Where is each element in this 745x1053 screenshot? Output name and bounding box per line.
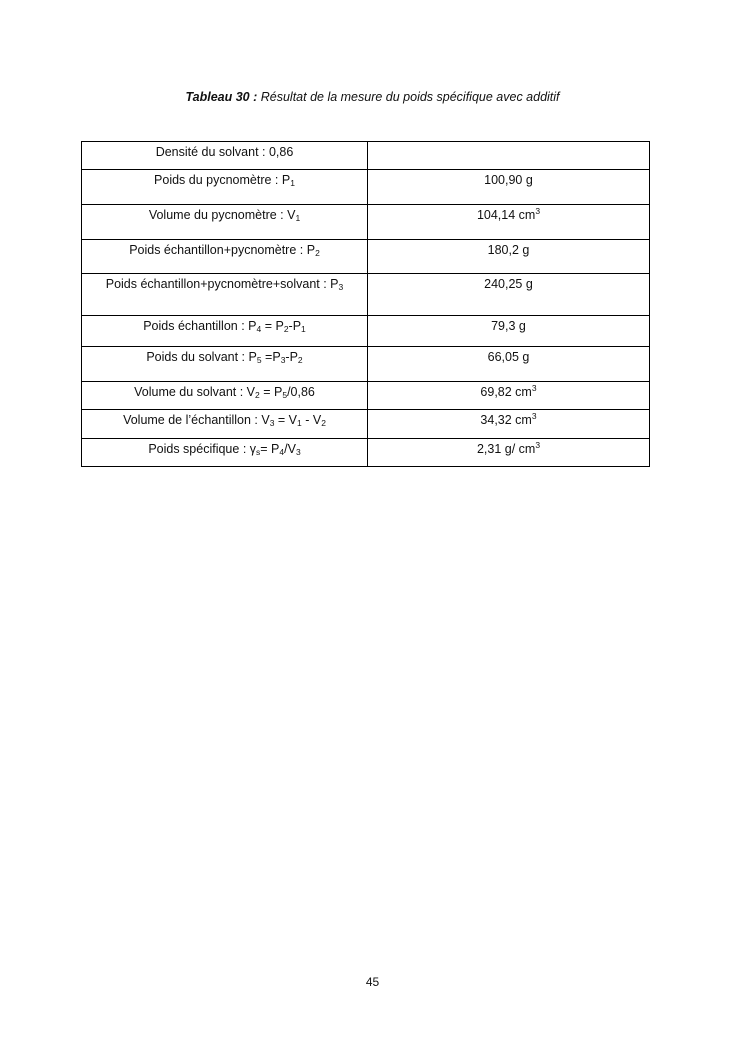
property-label-run: 2 bbox=[283, 324, 289, 334]
table-row bbox=[82, 170, 650, 205]
property-cell bbox=[82, 316, 368, 347]
property-label bbox=[156, 142, 294, 160]
property-label-run: 3 bbox=[338, 282, 344, 292]
property-label-run: s bbox=[256, 447, 261, 457]
table-row bbox=[82, 274, 650, 316]
property-cell bbox=[82, 274, 368, 316]
value-text bbox=[477, 205, 540, 223]
page-number: 45 bbox=[365, 975, 380, 989]
value-text-run: 69,82 cm bbox=[480, 385, 532, 399]
value-text bbox=[484, 274, 533, 292]
value-cell bbox=[368, 170, 650, 205]
table-row bbox=[82, 347, 650, 382]
table-row bbox=[82, 142, 650, 170]
value-text-run: 66,05 g bbox=[487, 350, 530, 364]
value-text bbox=[491, 316, 526, 334]
property-cell bbox=[82, 205, 368, 240]
property-label-run: 2 bbox=[255, 390, 260, 400]
table-body bbox=[82, 142, 650, 467]
caption-text: Résultat de la mesure du poids spécifique avec additif bbox=[257, 90, 560, 104]
property-label-run: - V bbox=[301, 413, 322, 427]
property-label-run: Poids spécifique : γ bbox=[148, 442, 257, 456]
property-cell bbox=[82, 439, 368, 467]
property-label bbox=[149, 205, 300, 223]
value-text-run: 3 bbox=[531, 411, 537, 421]
value-text-run: 34,32 cm bbox=[480, 413, 532, 427]
property-label-run: Poids échantillon+pycnomètre : P bbox=[129, 243, 316, 257]
property-label-run: 3 bbox=[280, 355, 286, 365]
caption-label: Tableau 30 : bbox=[185, 90, 258, 104]
table-row bbox=[82, 240, 650, 274]
value-cell bbox=[368, 347, 650, 382]
property-cell bbox=[82, 382, 368, 410]
value-text-run: 79,3 g bbox=[491, 319, 526, 333]
value-text bbox=[480, 410, 536, 428]
table-row bbox=[82, 410, 650, 439]
property-label-run: 4 bbox=[279, 447, 285, 457]
property-label bbox=[106, 274, 344, 292]
value-text bbox=[484, 170, 533, 188]
property-label-run: Poids échantillon : P bbox=[143, 319, 257, 333]
value-text-run: 3 bbox=[531, 383, 537, 393]
property-cell bbox=[82, 240, 368, 274]
value-text-run: 240,25 g bbox=[484, 277, 533, 291]
property-cell bbox=[82, 410, 368, 439]
property-label-run: Volume du solvant : V bbox=[134, 385, 256, 399]
property-cell bbox=[82, 170, 368, 205]
property-label-run: Poids échantillon+pycnomètre+solvant : P bbox=[105, 277, 339, 291]
property-label-run: = V bbox=[274, 413, 298, 427]
property-cell bbox=[82, 347, 368, 382]
value-text-run: 3 bbox=[535, 206, 541, 216]
property-label-run: -P bbox=[288, 319, 302, 333]
property-label-run: 5 bbox=[256, 355, 262, 365]
value-cell bbox=[368, 382, 650, 410]
property-label bbox=[154, 170, 295, 188]
value-text bbox=[477, 439, 540, 457]
property-label bbox=[123, 410, 326, 428]
table-row bbox=[82, 316, 650, 347]
value-text-run: 104,14 cm bbox=[476, 208, 536, 222]
property-label-run: 4 bbox=[256, 324, 262, 334]
property-label-run: 1 bbox=[297, 418, 302, 428]
specific-weight-table bbox=[81, 141, 650, 467]
property-label bbox=[146, 347, 302, 365]
table-row bbox=[82, 382, 650, 410]
property-label-run: 2 bbox=[297, 355, 303, 365]
property-label-run: 3 bbox=[295, 447, 301, 457]
property-label-run: /V bbox=[284, 442, 296, 456]
property-label-run: 2 bbox=[315, 248, 320, 258]
property-label-run: 3 bbox=[269, 418, 275, 428]
property-label-run: -P bbox=[285, 350, 298, 364]
value-cell bbox=[368, 274, 650, 316]
property-label-run: =P bbox=[261, 350, 281, 364]
value-text bbox=[488, 347, 530, 365]
property-label-run: = P bbox=[260, 442, 280, 456]
value-text bbox=[480, 382, 536, 400]
property-label-run: Poids du pycnomètre : P bbox=[154, 173, 291, 187]
value-text-run: 100,90 g bbox=[484, 173, 533, 187]
value-text-run: 2,31 g/ cm bbox=[476, 442, 536, 456]
property-label-run: 1 bbox=[301, 324, 306, 334]
value-cell bbox=[368, 316, 650, 347]
value-cell bbox=[368, 240, 650, 274]
property-label bbox=[143, 316, 306, 334]
value-cell bbox=[368, 439, 650, 467]
value-cell bbox=[368, 205, 650, 240]
property-label bbox=[134, 382, 315, 400]
property-label-run: /0,86 bbox=[287, 385, 315, 399]
value-cell bbox=[368, 142, 650, 170]
property-label-run: 2 bbox=[321, 418, 326, 428]
value-cell bbox=[368, 410, 650, 439]
property-label-run: Densité du solvant : 0,86 bbox=[155, 145, 294, 159]
table-caption bbox=[0, 90, 745, 104]
property-label-run: 5 bbox=[282, 390, 288, 400]
value-text-run: 3 bbox=[535, 440, 541, 450]
property-label-run: = P bbox=[261, 319, 284, 333]
table-row bbox=[82, 205, 650, 240]
property-label-run: Volume du pycnomètre : V bbox=[148, 208, 296, 222]
property-label bbox=[129, 240, 320, 258]
property-label-run: Poids du solvant : P bbox=[146, 350, 257, 364]
value-text bbox=[488, 240, 530, 258]
property-label bbox=[148, 439, 300, 457]
property-cell bbox=[82, 142, 368, 170]
property-label-run: = P bbox=[259, 385, 283, 399]
property-label-run: 1 bbox=[295, 213, 301, 223]
table-row bbox=[82, 439, 650, 467]
value-text-run: 180,2 g bbox=[487, 243, 530, 257]
property-label-run: 1 bbox=[290, 178, 295, 188]
property-label-run: Volume de l’échantillon : V bbox=[123, 413, 270, 427]
